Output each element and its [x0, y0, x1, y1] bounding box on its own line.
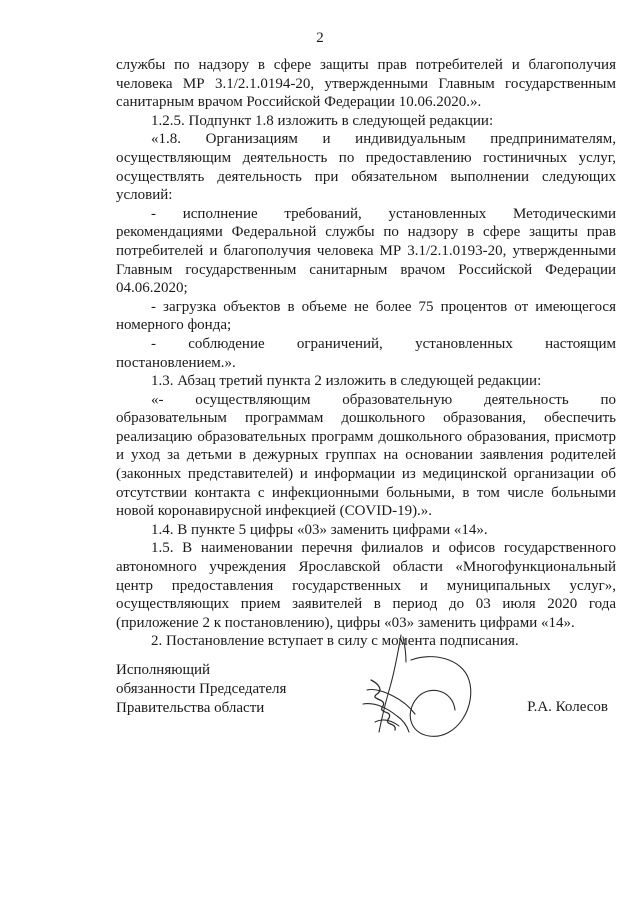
paragraph-1-3: 1.3. Абзац третий пункта 2 изложить в следующей редакции: [151, 373, 542, 390]
paragraph-1-8: «1.8. Организациям и индивидуальным предпринимателям, осуществляющим деятельность по предоставлению гостиничных услуг, осуществлять деятельность при обязательном выполнении следующих условий: [116, 131, 616, 204]
paragraph-1-4: 1.4. В пункте 5 цифры «03» заменить цифрами «14». [151, 521, 488, 538]
paragraph-education: «- осуществляющим образовательную деятельность по образовательным программам дошкольного образования, обеспечить реализацию образовательных программ дошкольного образования, присмотр и уход за детьми в дежурных группах на основании заявления родителей (законных представителей) и информации из медицинской организации об отсутствии контакта с инфекционными больными, в том числе больными новой коронавирусной инфекцией (COVID-19).». [116, 391, 616, 520]
paragraph-1-2-5: 1.2.5. Подпункт 1.8 изложить в следующей редакции: [151, 112, 494, 129]
signer-position-line: Правительства области [116, 699, 265, 716]
page-number: 2 [316, 30, 324, 46]
signer-position-line: обязанности Председателя [116, 680, 287, 697]
signer-position-line: Исполняющий [116, 662, 211, 678]
paragraph-restrictions: - соблюдение ограничений, установленных настоящим постановлением.». [116, 335, 616, 371]
signer-name: Р.А. Колесов [527, 699, 608, 715]
document-body [116, 56, 616, 651]
paragraph-1-5: 1.5. В наименовании перечня филиалов и офисов государственного автономного учреждения Ярославской области «Многофункциональный центр предоставления государственных и муниципальных услуг», осуществляющих прием заявителей в период до 03 июля 2020 года (приложение 2 к постановлению), цифры «03» заменить цифрами «14». [116, 540, 616, 631]
paragraph-load-limit: - загрузка объектов в объеме не более 75 процентов от имеющегося номерного фонда; [116, 298, 616, 334]
handwritten-signature [357, 632, 482, 747]
paragraph-2: 2. Постановление вступает в силу с момента подписания. [151, 633, 519, 650]
signer-position [116, 661, 286, 717]
signature-strokes [363, 635, 471, 736]
paragraph-continuation: службы по надзору в сфере защиты прав потребителей и благополучия человека МР 3.1/2.1.0194-20, утвержденными Главным государственным санитарным врачом Российской Федерации 10.06.2020.». [116, 57, 616, 111]
paragraph-requirements: - исполнение требований, установленных Методическими рекомендациями Федеральной службы по надзору в сфере защиты прав потребителей и благополучия человека МР 3.1/2.1.0193-20, утвержденными Главным государственным санитарным врачом Российской Федерации 04.06.2020; [116, 205, 616, 297]
